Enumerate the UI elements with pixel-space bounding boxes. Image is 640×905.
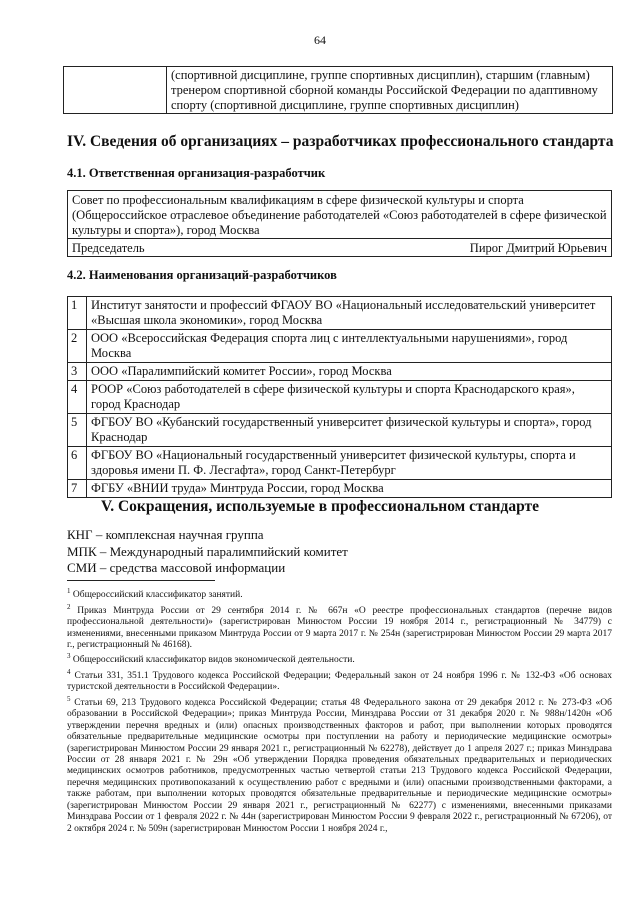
- chair-row: [68, 239, 612, 257]
- footnote-text: Приказ Минтруда России от 29 сентября 2014 г. № 667н «О реестре профессиональных стандартов (перечне видов профессиональной деятельности)» (зарегистрирован Минюстом России 19 ноября 2014 г., регистрационный № 34779) с изменениями, внесенными приказом Минтруда России от 9 марта 2017 г. № 254н (зарегистрирован Минюстом России 29 марта 2017 г., регистрационный № 46168).: [67, 605, 612, 650]
- responsible-org-table: [67, 190, 612, 257]
- table-row: [68, 363, 612, 381]
- table-row: [68, 297, 612, 330]
- row-number: 6: [68, 447, 87, 480]
- footnote-text: Статьи 69, 213 Трудового кодекса Российской Федерации; статья 48 Федерального закона от 29 декабря 2012 г. № 273-ФЗ «Об образовании в Российской Федерации»; приказ Минтруда России, Минздрава России от 31 декабря 2020 г. № 988н/1420н «Об утверждении перечня вредных и (или) опасных производственных факторов и работ, при выполнении которых проводятся обязательные предварительные медицинские осмотры при поступлении на работу и периодические медицинские осмотры» (зарегистрирован Минюстом России 29 января 2021 г., регистрационный № 62278), действует до 1 апреля 2027 г.; приказ Минздрава России от 28 января 2021 г. № 29н «Об утверждении Порядка проведения обязательных предварительных и периодических медицинских осмотров работников, предусмотренных частью четвертой статьи 213 Трудового кодекса Российской Федерации, перечня медицинских противопоказаний к осуществлению работ с вредными и (или) опасными производственными факторами, а также работам, при выполнении которых проводятся обязательные предварительные и периодические медицинские осмотры» (зарегистрирован Минюстом России 29 января 2021 г., регистрационный № 62277) с изменениями, внесенными приказами Минздрава России от 1 февраля 2022 г. № 44н (зарегистрирован Минюстом России 9 февраля 2022 г., регистрационный № 67206), от 2 октября 2024 г. № 509н (зарегистрирован Минюстом России 1 ноября 2024 г.,: [67, 698, 612, 834]
- continued-table: [63, 66, 613, 114]
- section-5-title: V. Сокращения, используемые в профессиональном стандарте: [101, 498, 539, 515]
- subsection-4-1-title: 4.1. Ответственная организация-разработчик: [67, 166, 326, 180]
- table-row: [68, 381, 612, 414]
- footnote-mark: 2: [67, 602, 71, 611]
- footnote: [67, 667, 612, 694]
- subsection-4-2-title: 4.2. Наименования организаций-разработчиков: [67, 268, 337, 282]
- footnote-text: Общероссийский классификатор занятий.: [70, 590, 243, 601]
- org-name: ФГБОУ ВО «Национальный государственный университет физической культуры, спорта и здоровья имени П. Ф. Лесгафта», город Санкт-Петербург: [87, 447, 612, 480]
- row-number: 7: [68, 480, 87, 498]
- row-number: 4: [68, 381, 87, 414]
- table-cell-text: (спортивной дисциплине, группе спортивных дисциплин), старшим (главным) тренером спортивной сборной команды Российской Федерации по адаптивному спорту (спортивной дисциплине, группе спортивных дисциплин): [167, 67, 613, 114]
- footnote-text: Общероссийский классификатор видов экономической деятельности.: [70, 655, 355, 666]
- org-name: Институт занятости и профессий ФГАОУ ВО «Национальный исследовательский университет «Высшая школа экономики», город Москва: [87, 297, 612, 330]
- table-cell-empty: [64, 67, 167, 114]
- footnote-mark: 1: [67, 587, 71, 595]
- table-row: [68, 330, 612, 363]
- list-item: МПК – Международный паралимпийский комитет: [67, 543, 348, 559]
- footnote-mark: 3: [67, 652, 71, 661]
- list-item: КНГ – комплексная научная группа: [67, 527, 264, 542]
- org-name: РООР «Союз работодателей в сфере физической культуры и спорта Краснодарского края», город Краснодар: [87, 381, 612, 414]
- org-name: ООО «Всероссийская Федерация спорта лиц с интеллектуальными нарушениями», город Москва: [87, 330, 612, 363]
- org-name: ФГБОУ ВО «Кубанский государственный университет физической культуры и спорта», город Краснодар: [87, 414, 612, 447]
- row-number: 3: [68, 363, 87, 381]
- org-name: ФГБУ «ВНИИ труда» Минтруда России, город Москва: [87, 480, 612, 498]
- org-name: ООО «Паралимпийский комитет России», город Москва: [87, 363, 612, 381]
- list-item: СМИ – средства массовой информации: [67, 560, 286, 575]
- row-number: 2: [68, 330, 87, 363]
- developers-table: [67, 296, 612, 498]
- chair-label: Председатель: [72, 241, 145, 255]
- footnote: [67, 586, 612, 602]
- footnotes: [67, 586, 612, 835]
- responsible-org-name: Совет по профессиональным квалификациям в сфере физической культуры и спорта (Общероссийское отраслевое объединение работодателей «Союз работодателей в сфере физической культуры и спорта»), город Москва: [68, 191, 612, 239]
- footnote-text: Статьи 331, 351.1 Трудового кодекса Российской Федерации; Федеральный закон от 24 ноября 1996 г. № 132-ФЗ «Об основах туристской деятельности в Российской Федерации».: [67, 671, 612, 693]
- row-number: 5: [68, 414, 87, 447]
- section-4-title: IV. Сведения об организациях – разработчиках профессионального стандарта: [67, 133, 614, 150]
- abbreviations-list: [67, 527, 348, 577]
- row-number: 1: [68, 297, 87, 330]
- footnote: [67, 602, 612, 652]
- footnote: [67, 651, 612, 667]
- table-row: [68, 447, 612, 480]
- footnote-divider: [67, 580, 215, 581]
- table-row: [68, 480, 612, 498]
- footnote-mark: 5: [67, 694, 71, 703]
- footnote-mark: 4: [67, 667, 71, 676]
- page-number: 64: [314, 33, 326, 47]
- chair-name: Пирог Дмитрий Юрьевич: [469, 241, 607, 255]
- table-row: [68, 414, 612, 447]
- footnote: [67, 694, 612, 835]
